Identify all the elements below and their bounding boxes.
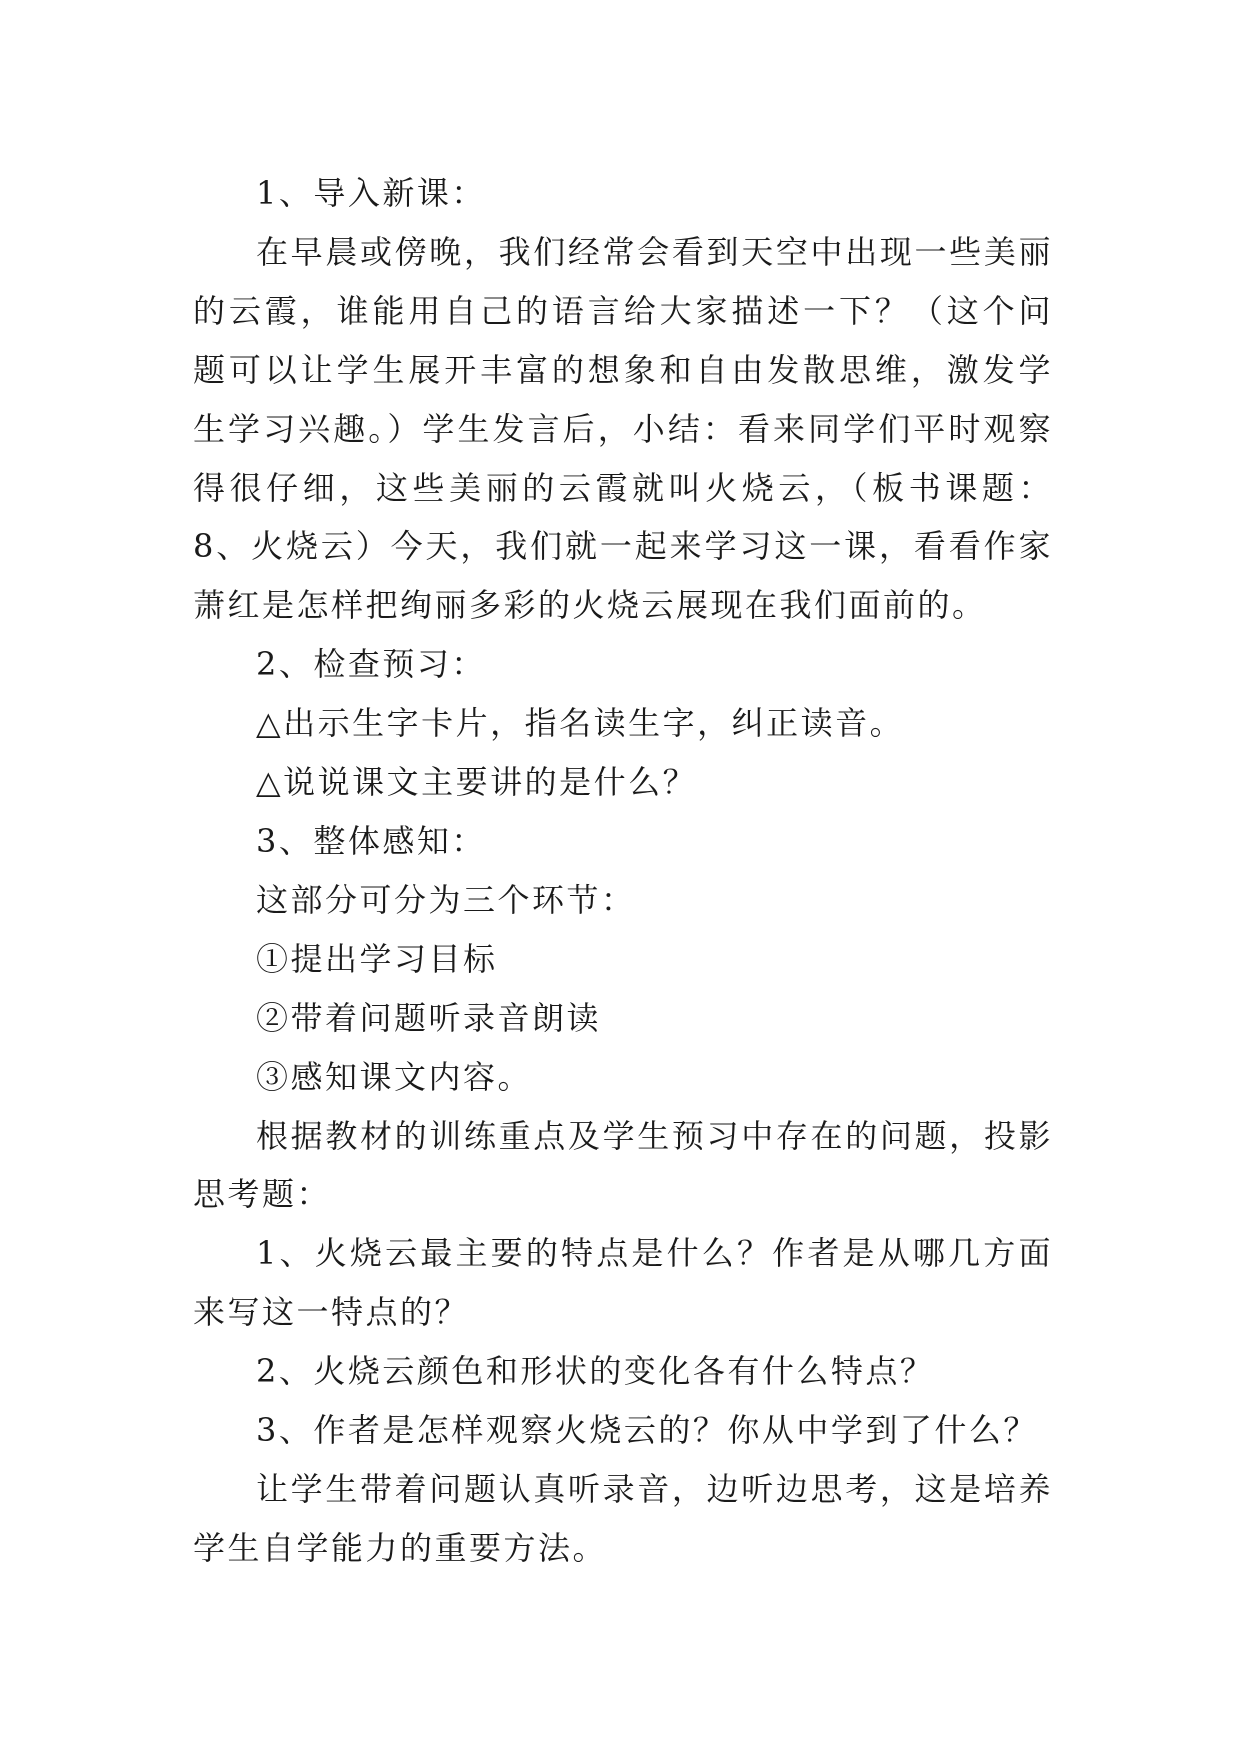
paragraph-three-steps: 这部分可分为三个环节： [256, 880, 636, 919]
question-2: 2、火烧云颜色和形状的变化各有什么特点？ [256, 1352, 935, 1391]
paragraph-projection: 根据教材的训练重点及学生预习中存在的问题，投影思考题： [193, 1116, 1053, 1214]
document-body [193, 164, 1053, 1578]
paragraph-intro: 在早晨或傍晚，我们经常会看到天空中出现一些美丽的云霞，谁能用自己的语言给大家描述一下？（这个问题可以让学生展开丰富的想象和自由发散思维，激发学生学习兴趣。）学生发言后，小结：看来同学们平时观察得很仔细，这些美丽的云霞就叫火烧云，（板书课题：8、火烧云）今天，我们就一起来学习这一课，看看作家萧红是怎样把绚丽多彩的火烧云展现在我们面前的。 [193, 232, 1053, 625]
bullet-vocab-cards: △出示生字卡片，指名读生字，纠正读音。 [256, 704, 905, 743]
question-1: 1、火烧云最主要的特点是什么？作者是从哪几方面来写这一特点的？ [193, 1234, 1053, 1332]
step-item-2: ②带着问题听录音朗读 [256, 998, 602, 1037]
heading-preview-check: 2、检查预习： [256, 645, 486, 684]
step-item-1: ①提出学习目标 [256, 939, 498, 978]
question-3: 3、作者是怎样观察火烧云的？你从中学到了什么？ [256, 1411, 1038, 1450]
bullet-main-idea: △说说课文主要讲的是什么？ [256, 763, 698, 802]
heading-lead-in: 1、导入新课： [256, 174, 486, 212]
paragraph-listening: 让学生带着问题认真听录音，边听边思考，这是培养学生自学能力的重要方法。 [193, 1469, 1053, 1567]
step-item-3: ③感知课文内容。 [256, 1057, 533, 1096]
heading-overall-perception: 3、整体感知： [256, 821, 486, 860]
